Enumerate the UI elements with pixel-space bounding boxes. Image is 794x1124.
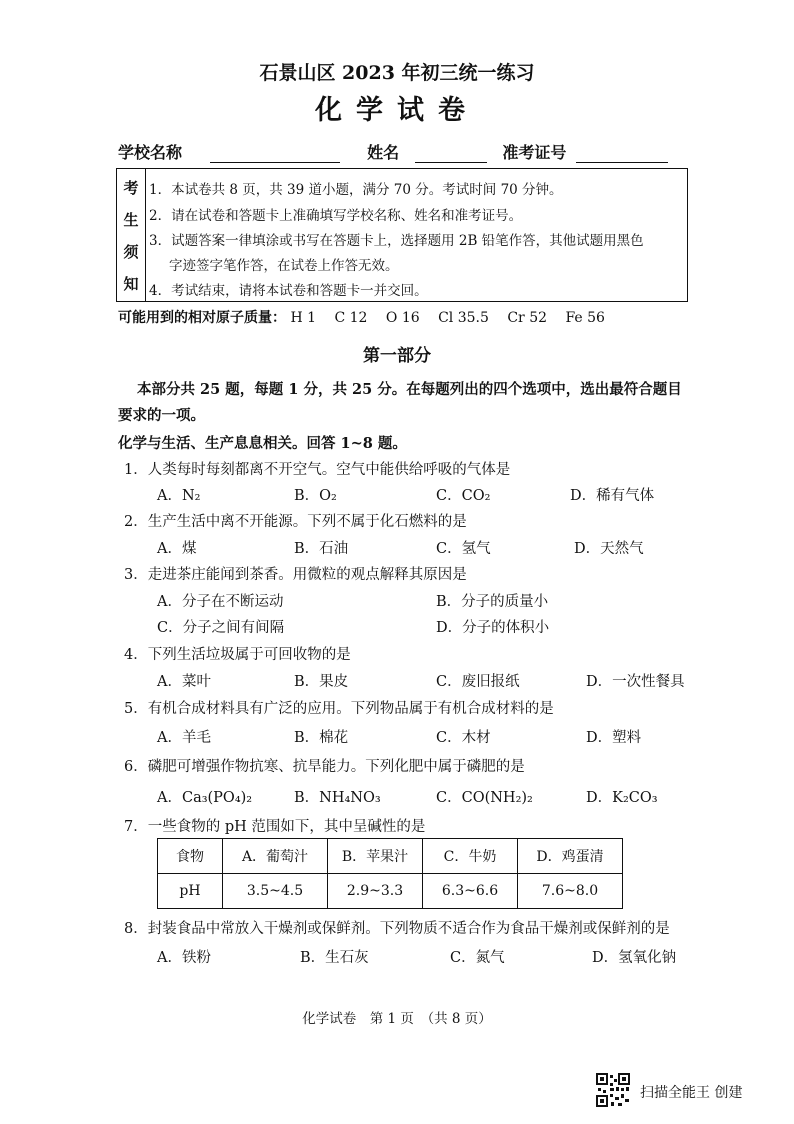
part-intro-line1: 本部分共 25 题，每题 1 分，共 25 分。在每题列出的四个选项中，选出最符合题目 [137,381,682,398]
ph-table-header: B．苹果汁 [328,839,423,874]
part-title: 第一部分 [363,346,431,366]
q5-option-a[interactable]: A．羊毛 [157,730,211,746]
ph-table-header: 食物 [158,839,223,874]
ph-value: 7.6~8.0 [518,874,623,909]
q4-option-d[interactable]: D．一次性餐具 [586,674,685,690]
notice-side-char: 知 [123,275,139,293]
q6-option-b[interactable]: B．NH₄NO₃ [294,790,381,806]
name-label: 姓名 [367,143,400,162]
exam-title: 石景山区 2023 年初三统一练习 [259,62,535,84]
q2-option-c[interactable]: C．氢气 [436,541,491,557]
q2-option-d[interactable]: D．天然气 [574,541,644,557]
question-2-stem: 2．生产生活中离不开能源。下列不属于化石燃料的是 [124,514,467,530]
name-blank[interactable] [415,146,487,163]
notice-side-label [117,169,146,301]
q8-option-b[interactable]: B．生石灰 [300,950,369,966]
q8-option-c[interactable]: C．氮气 [450,950,505,966]
question-4-stem: 4．下列生活垃圾属于可回收物的是 [124,647,351,663]
q2-option-b[interactable]: B．石油 [294,541,349,557]
q3-option-b[interactable]: B．分子的质量小 [436,594,549,610]
part-intro-line2: 要求的一项。 [118,407,205,424]
table-row [158,874,623,909]
question-6-stem: 6．磷肥可增强作物抗寒、抗旱能力。下列化肥中属于磷肥的是 [124,759,525,775]
q3-option-c[interactable]: C．分子之间有间隔 [157,620,285,636]
qr-code-icon [596,1073,630,1107]
q3-option-d[interactable]: D．分子的体积小 [436,620,550,636]
id-label: 准考证号 [502,143,567,162]
q4-option-b[interactable]: B．果皮 [294,674,349,690]
question-8-stem: 8．封装食品中常放入干燥剂或保鲜剂。下列物质不适合作为食品干燥剂或保鲜剂的是 [124,921,670,937]
q1-option-d[interactable]: D．稀有气体 [570,488,655,504]
ph-table-header: C．牛奶 [423,839,518,874]
atomic-mass-label: 可能用到的相对原子质量： [118,310,286,326]
q4-option-c[interactable]: C．废旧报纸 [436,674,520,690]
q6-option-d[interactable]: D．K₂CO₃ [586,790,658,806]
q1-option-a[interactable]: A．N₂ [157,488,201,504]
q8-option-d[interactable]: D．氢氧化钠 [592,950,677,966]
q3-option-a[interactable]: A．分子在不断运动 [157,594,284,610]
notice-item: 3．试题答案一律填涂或书写在答题卡上，选择题用 2B 铅笔作答，其他试题用黑色 [149,233,644,249]
notice-side-char: 须 [123,243,139,261]
table-row [158,839,623,874]
q6-option-a[interactable]: A．Ca₃(PO₄)₂ [157,790,253,806]
q5-option-c[interactable]: C．木材 [436,730,491,746]
ph-table-header: D．鸡蛋清 [518,839,623,874]
atomic-mass-values: H 1 C 12 O 16 Cl 35.5 Cr 52 Fe 56 [290,310,605,326]
group-intro: 化学与生活、生产息息相关。回答 1~8 题。 [118,435,407,452]
candidate-notice-box [116,168,688,302]
school-blank[interactable] [210,146,340,163]
notice-side-char: 生 [123,211,139,229]
q1-option-b[interactable]: B．O₂ [294,488,337,504]
q5-option-b[interactable]: B．棉花 [294,730,349,746]
question-7-stem: 7．一些食物的 pH 范围如下，其中呈碱性的是 [124,819,426,835]
notice-item: 1．本试卷共 8 页，共 39 道小题，满分 70 分。考试时间 70 分钟。 [149,182,563,198]
school-label: 学校名称 [118,143,183,162]
notice-side-char: 考 [123,179,139,197]
ph-table-header: A．葡萄汁 [223,839,328,874]
student-info-row [118,140,668,163]
subject-title: 化学试卷 [315,95,479,126]
q2-option-a[interactable]: A．煤 [157,541,197,557]
atomic-mass-line [118,307,605,327]
notice-item: 2．请在试卷和答题卡上准确填写学校名称、姓名和准考证号。 [149,208,523,224]
question-1-stem: 1．人类每时每刻都离不开空气。空气中能供给呼吸的气体是 [124,462,511,478]
page-footer: 化学试卷 第 1 页 （共 8 页） [302,1011,492,1027]
notice-item: 字迹签字笔作答，在试卷上作答无效。 [169,258,399,274]
ph-value: 6.3~6.6 [423,874,518,909]
ph-value: 3.5~4.5 [223,874,328,909]
ph-table [157,838,623,909]
notice-item: 4．考试结束，请将本试卷和答题卡一并交回。 [149,283,428,299]
q6-option-c[interactable]: C．CO(NH₂)₂ [436,790,533,806]
q4-option-a[interactable]: A．菜叶 [157,674,211,690]
question-5-stem: 5．有机合成材料具有广泛的应用。下列物品属于有机合成材料的是 [124,701,554,717]
q8-option-a[interactable]: A．铁粉 [157,950,211,966]
question-3-stem: 3．走进茶庄能闻到茶香。用微粒的观点解释其原因是 [124,567,467,583]
scanner-watermark-text: 扫描全能王 创建 [640,1085,743,1101]
q1-option-c[interactable]: C．CO₂ [436,488,491,504]
ph-value: 2.9~3.3 [328,874,423,909]
q5-option-d[interactable]: D．塑料 [586,730,642,746]
id-blank[interactable] [576,146,668,163]
ph-row-label: pH [158,874,223,909]
